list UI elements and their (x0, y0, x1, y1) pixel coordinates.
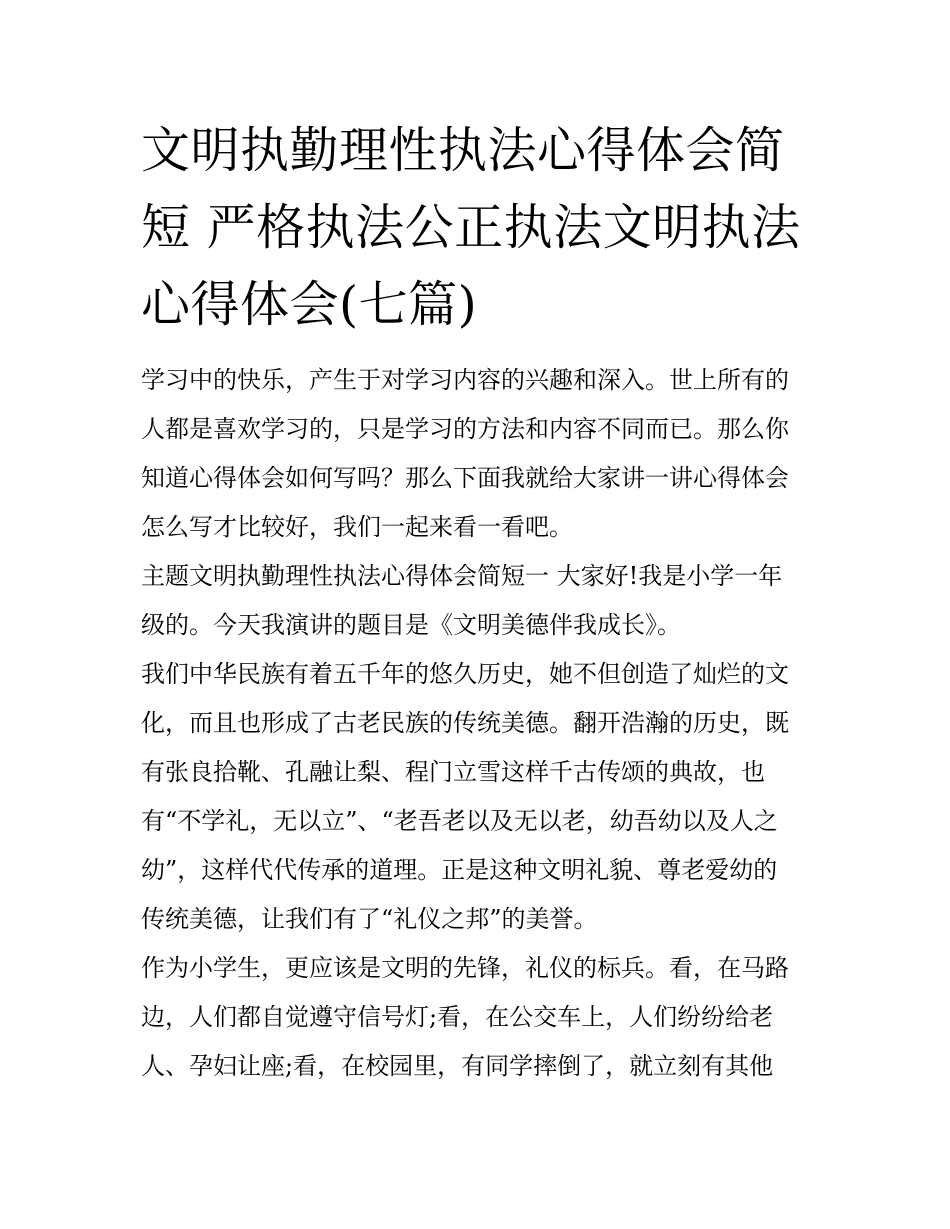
document-title: 文明执勤理性执法心得体会简 短 严格执法公正执法文明执法 心得体会(七篇) (141, 122, 801, 333)
paragraph-intro: 学习中的快乐，产生于对学习内容的兴趣和深入。世上所有的 人都是喜欢学习的，只是学习的方法和内容不同而已。那么你 知道心得体会如何写吗？那么下面我就给大家讲一讲心得体会 怎么写才比较好，我们一起来看一看吧。 (141, 366, 789, 541)
paragraph-students: 作为小学生，更应该是文明的先锋，礼仪的标兵。看，在马路 边，人们都自觉遵守信号灯;看，在公交车上，人们纷纷给老 人、孕妇让座;看，在校园里，有同学摔倒了，就立刻有其他 (141, 954, 789, 1080)
paragraph-greeting: 主题文明执勤理性执法心得体会简短一 大家好!我是小学一年 级的。今天我演讲的题目是《文明美德伴我成长》。 (141, 562, 783, 639)
document-body (141, 356, 821, 1091)
paragraph-history: 我们中华民族有着五千年的悠久历史，她不但创造了灿烂的文 化，而且也形成了古老民族的传统美德。翻开浩瀚的历史，既 有张良拾靴、孔融让梨、程门立雪这样千古传颂的典故，也 有“不学礼，无以立”、“老吾老以及无以老，幼吾幼以及人之 幼”，这样代代传承的道理。正是这种文明礼貌、尊老爱幼的 传统美德，让我们有了“礼仪之邦”的美誉。 (141, 660, 789, 933)
